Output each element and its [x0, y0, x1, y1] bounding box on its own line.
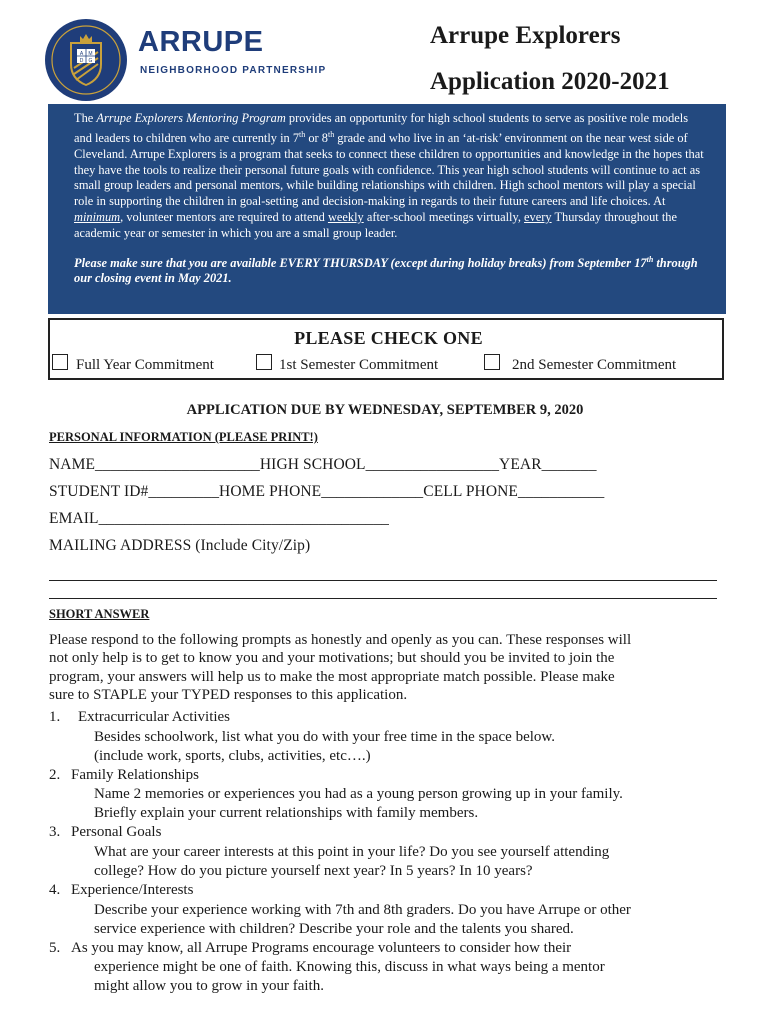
- short-answer-intro: [49, 631, 729, 705]
- question-number: 1.: [49, 709, 61, 725]
- question-prompt: Describe your experience working with 7th and 8th graders. Do you have Arrupe or other: [94, 902, 631, 918]
- name-school-year-field[interactable]: NAME_____________________HIGH SCHOOL_________________YEAR_______: [49, 456, 597, 473]
- intro-line: not only help is to get to know you and your motivations; but should you be invited to join the: [49, 650, 615, 667]
- check-one-title: PLEASE CHECK ONE: [294, 328, 483, 348]
- question-title: Family Relationships: [71, 767, 199, 783]
- question-prompt: (include work, sports, clubs, activities, etc….): [94, 748, 371, 764]
- question-title: As you may know, all Arrupe Programs encourage volunteers to consider how their: [71, 940, 572, 956]
- question-number: 5.: [49, 940, 61, 956]
- question-number: 3.: [49, 824, 61, 840]
- question-prompt: might allow you to grow in your faith.: [94, 978, 324, 994]
- short-answer-heading: SHORT ANSWER: [49, 607, 150, 621]
- svg-text:A: A: [79, 51, 84, 57]
- mailing-address-label: MAILING ADDRESS (Include City/Zip): [49, 537, 311, 554]
- question-number: 4.: [49, 882, 61, 898]
- commitment-selection-box: [48, 318, 724, 380]
- full-year-checkbox[interactable]: [52, 354, 68, 370]
- intro-line: Please respond to the following prompts as honestly and openly as you can. These responses will: [49, 632, 632, 648]
- school-seal-logo: [44, 18, 128, 102]
- logo-subtitle: NEIGHBORHOOD PARTNERSHIP: [140, 65, 327, 76]
- svg-text:M: M: [88, 51, 93, 57]
- first-semester-checkbox[interactable]: [256, 354, 272, 370]
- question-prompt: What are your career interests at this point in your life? Do you see yourself attending: [94, 844, 610, 860]
- question-prompt: Briefly explain your current relationships with family members.: [94, 805, 479, 821]
- question-title: Extracurricular Activities: [78, 709, 231, 725]
- second-semester-label: 2nd Semester Commitment: [512, 357, 677, 373]
- full-year-label: Full Year Commitment: [76, 357, 214, 373]
- second-semester-checkbox[interactable]: [484, 354, 500, 370]
- page-subtitle: Application 2020-2021: [430, 68, 670, 95]
- logo-wordmark: ARRUPE: [138, 26, 264, 58]
- availability-note: Please make sure that you are available EVERY THURSDAY (except during holiday breaks) from September 17th through our closing event in May 2021.: [74, 254, 698, 286]
- question-number: 2.: [49, 767, 61, 783]
- program-description-box: [48, 104, 726, 314]
- question-prompt: college? How do you picture yourself next year? In 5 years? In 10 years?: [94, 863, 533, 879]
- question-title: Experience/Interests: [71, 882, 194, 898]
- svg-text:D: D: [79, 58, 84, 64]
- page-title: Arrupe Explorers: [430, 22, 621, 49]
- intro-line: sure to STAPLE your TYPED responses to this application.: [49, 687, 408, 704]
- question-prompt: Name 2 memories or experiences you had as a young person growing up in your family.: [94, 786, 623, 802]
- question-title: Personal Goals: [71, 824, 162, 840]
- id-phone-field[interactable]: STUDENT ID#_________HOME PHONE_____________CELL PHONE___________: [49, 483, 605, 500]
- question-prompt: experience might be one of faith. Knowing this, discuss in what ways being a mentor: [94, 959, 605, 975]
- intro-line: program, your answers will help us to make the most appropriate match possible. Please make: [49, 668, 615, 685]
- due-date-heading: APPLICATION DUE BY WEDNESDAY, SEPTEMBER 9, 2020: [186, 402, 584, 418]
- personal-info-heading: PERSONAL INFORMATION (PLEASE PRINT!): [49, 430, 318, 444]
- svg-text:G: G: [88, 58, 93, 64]
- program-description: The Arrupe Explorers Mentoring Program provides an opportunity for high school students to serve as positive role models and leaders to children who are currently in 7th or 8th grade and who live in an ‘at-risk’ environment on the near west side of Cleveland. Arrupe Explorers is a program that seeks to connect these children to opportunities and knowledge in the hopes that they have the tools to realize their personal future goals with confidence. This year high school students will continue to act as small group leaders and personal mentors, while building relationships with children. High school mentors will play a special role in supporting the children in goal-setting and decision-making in regards to their future careers and life choices. At minimum, volunteer mentors are required to attend weekly after-school meetings virtually, every Thursday throughout the academic year or semester in which you are a small group leader.: [74, 111, 704, 240]
- email-field[interactable]: EMAIL_____________________________________: [49, 510, 390, 527]
- address-line-1[interactable]: [49, 580, 717, 581]
- address-line-2[interactable]: [49, 598, 717, 599]
- first-semester-label: 1st Semester Commitment: [279, 357, 439, 373]
- question-prompt: Besides schoolwork, list what you do with your free time in the space below.: [94, 729, 556, 745]
- question-prompt: service experience with children? Describe your role and the talents you shared.: [94, 921, 574, 937]
